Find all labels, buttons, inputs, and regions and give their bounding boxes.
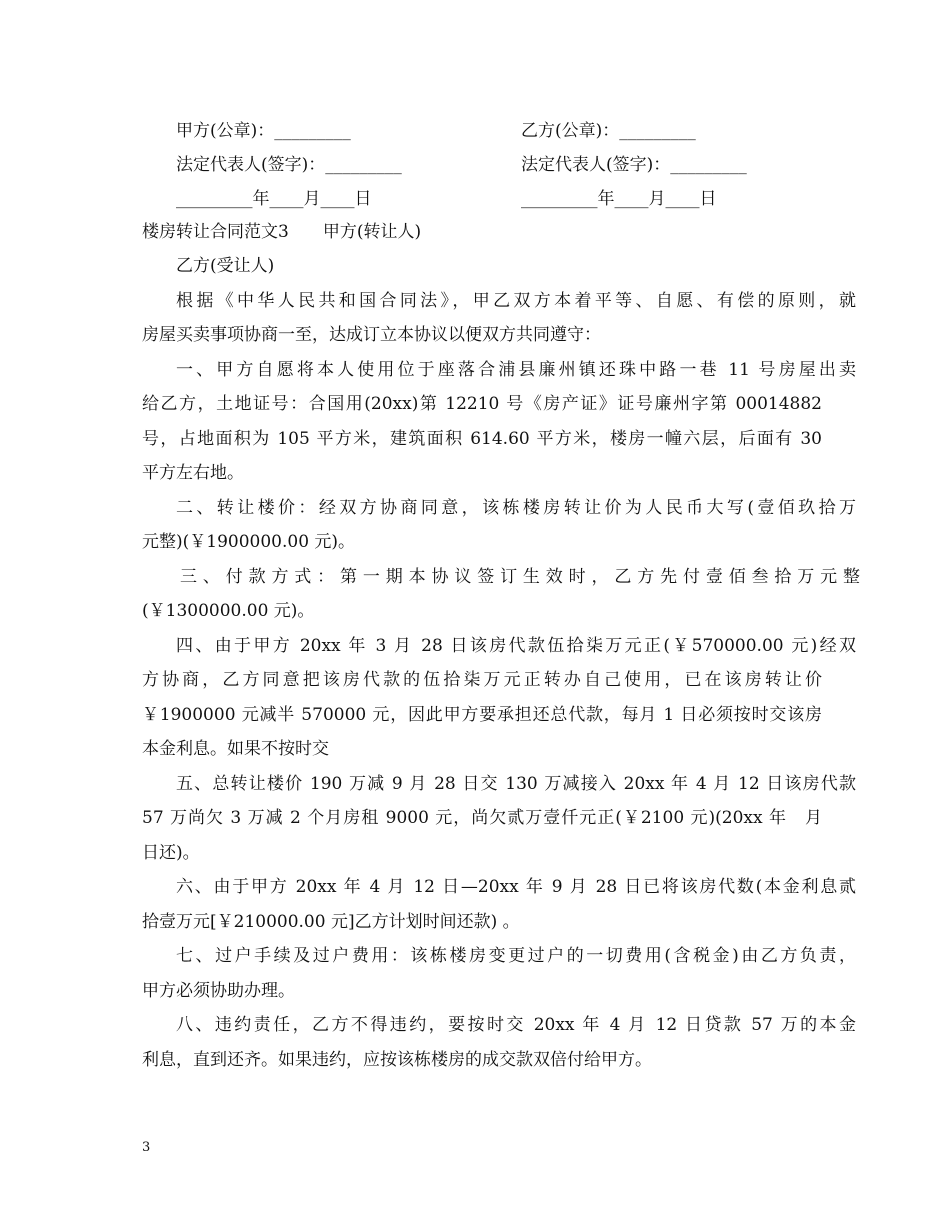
clause-8-line: 八、违约责任，乙方不得违约，要按时交 20xx 年 4 月 12 日贷款 57 万的本金	[176, 1015, 856, 1035]
clause-1-line: 号，占地面积为 105 平方米，建筑面积 614.60 平方米，楼房一幢六层，后面有 30	[142, 429, 822, 449]
paragraph-line: 房屋买卖事项协商一至，达成订立本协议以便双方共同遵守：	[142, 325, 601, 345]
clause-8-line: 利息，直到还齐。如果违约，应按该栋楼房的成交款双倍付给甲方。	[142, 1050, 652, 1070]
clause-4-line: 本金利息。如果不按时交	[142, 739, 329, 759]
clause-5-line: 57 万尚欠 3 万减 2 个月房租 9000 元，尚欠贰万壹仟元正(￥2100 元)(20xx 年 月	[142, 808, 822, 828]
clause-2-line: 元整)(￥1900000.00 元)。	[142, 532, 356, 552]
party-b-date-field: _________年____月____日	[521, 189, 717, 209]
clause-7-line: 甲方必须协助办理。	[142, 981, 295, 1001]
clause-1-line: 平方左右地。	[142, 463, 244, 483]
clause-3-line: (￥1300000.00 元)。	[142, 601, 315, 621]
clause-1-line: 一、甲方自愿将本人使用位于座落合浦县廉州镇还珠中路一巷 11 号房屋出卖	[176, 360, 856, 380]
clause-5-line: 五、总转让楼价 190 万减 9 月 28 日交 130 万减接入 20xx 年 4 月 12 日该房代款	[176, 774, 856, 794]
clause-5-line: 日还)。	[142, 843, 200, 863]
clause-4-line: 四、由于甲方 20xx 年 3 月 28 日该房代款伍拾柒万元正(￥570000.00 元)经双	[176, 636, 856, 656]
clause-4-line: ￥1900000 元减半 570000 元，因此甲方要承担还总代款，每月 1 日必须按时交该房	[142, 705, 822, 725]
clause-7-line: 七、过户手续及过户费用：该栋楼房变更过户的一切费用(含税金)由乙方负责，	[176, 946, 856, 966]
page-number: 3	[142, 1140, 151, 1155]
clause-6-line: 六、由于甲方 20xx 年 4 月 12 日—20xx 年 9 月 28 日已将该房代数(本金利息贰	[176, 877, 856, 897]
clause-1-line: 给乙方，土地证号：合国用(20xx)第 12210 号《房产证》证号廉州字第 00014882	[142, 394, 822, 414]
paragraph-line: 根据《中华人民共和国合同法》，甲乙双方本着平等、自愿、有偿的原则，就	[176, 291, 856, 311]
party-a-date-field: _________年____月____日	[176, 189, 372, 209]
clause-3-line: 三、付款方式：第一期本协议签订生效时，乙方先付壹佰叁拾万元整	[180, 567, 860, 587]
party-b-seal-field: 乙方(公章)：_________	[521, 121, 696, 141]
contract-heading: 楼房转让合同范文3 甲方(转让人)	[142, 222, 422, 242]
party-a-representative-field: 法定代表人(签字)：_________	[176, 155, 402, 175]
clause-2-line: 二、转让楼价：经双方协商同意，该栋楼房转让价为人民币大写(壹佰玖拾万	[176, 498, 856, 518]
party-b-representative-field: 法定代表人(签字)：_________	[521, 155, 747, 175]
clause-6-line: 拾壹万元[￥210000.00 元]乙方计划时间还款) 。	[142, 912, 520, 932]
party-b-label: 乙方(受让人)	[176, 256, 275, 276]
clause-4-line: 方协商，乙方同意把该房代款的伍拾柒万元正转办自己使用，已在该房转让价	[142, 670, 822, 690]
signature-row-date	[176, 187, 816, 211]
signature-row-seal	[176, 119, 816, 143]
party-a-seal-field: 甲方(公章)：_________	[176, 121, 351, 141]
signature-row-representative	[176, 153, 816, 177]
